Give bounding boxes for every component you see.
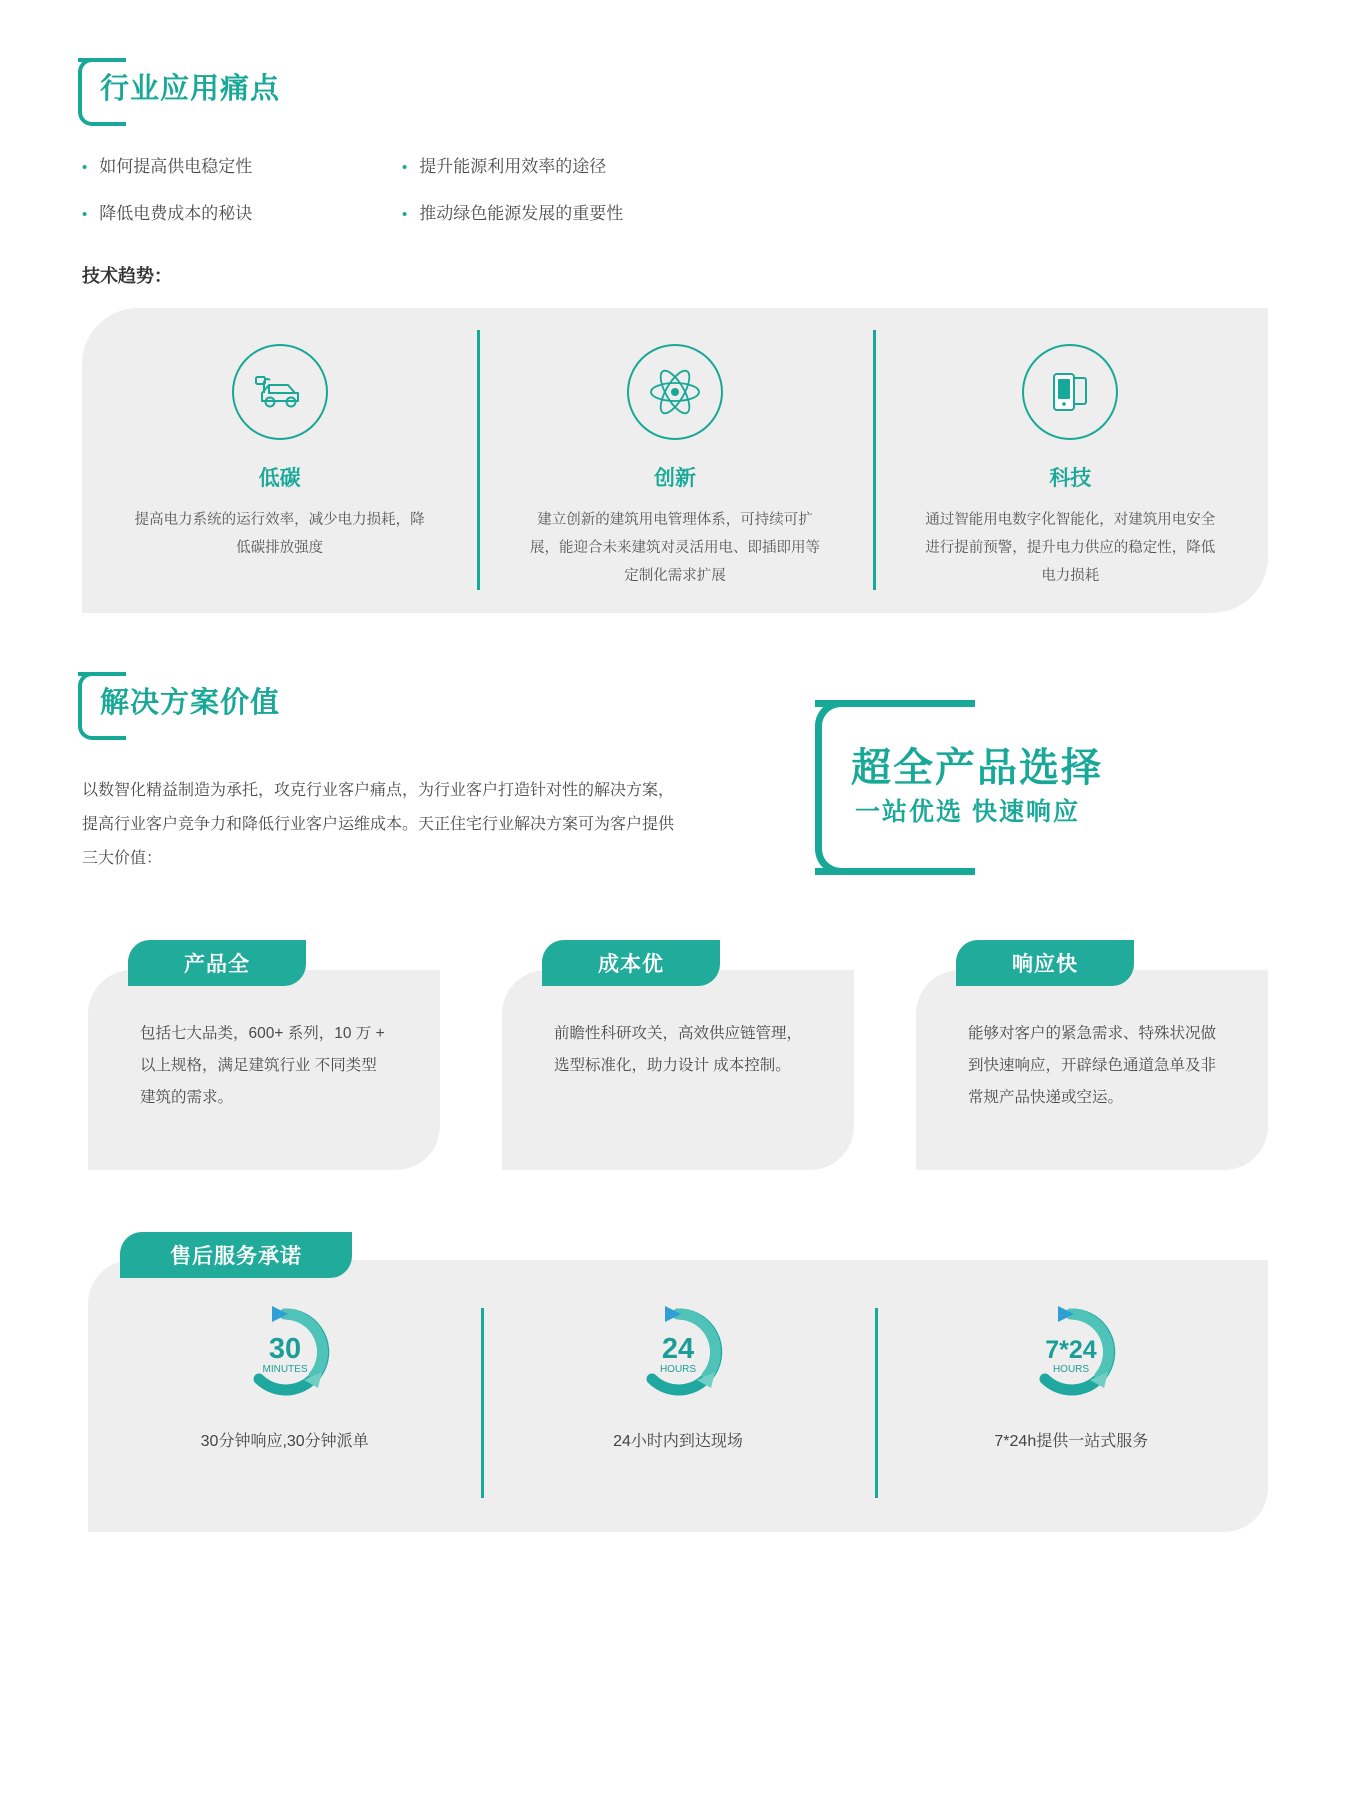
value-card-product <box>88 940 440 1170</box>
card-tab-label: 响应快 <box>956 940 1134 986</box>
badge-bracket-top-icon <box>815 700 945 707</box>
trend-title: 科技 <box>1049 467 1092 490</box>
bullet-dot-icon: • <box>82 206 88 223</box>
card-description: 能够对客户的紧急需求、特殊状况做到快速响应，开辟绿色通道急单及非常规产品快递或空运。 <box>968 1025 1217 1106</box>
svg-text:HOURS: HOURS <box>1053 1364 1090 1375</box>
svg-text:30: 30 <box>268 1333 301 1365</box>
svg-text:MINUTES: MINUTES <box>262 1364 308 1375</box>
bracket-decoration-icon <box>78 58 122 118</box>
value-card-response <box>916 940 1268 1170</box>
solution-section-heading <box>78 672 280 732</box>
list-item <box>82 152 402 177</box>
service-column-30min <box>88 1300 481 1532</box>
service-description: 7*24h提供一站式服务 <box>994 1433 1149 1450</box>
bracket-decoration-icon <box>78 672 122 732</box>
section-title: 解决方案价值 <box>100 686 281 719</box>
svg-text:7*24: 7*24 <box>1045 1336 1098 1364</box>
ring-30-minutes-icon <box>88 1300 481 1404</box>
after-sale-service-panel <box>88 1232 1268 1532</box>
mobile-devices-icon <box>1022 344 1118 440</box>
list-item <box>82 199 402 224</box>
list-item-label: 降低电费成本的秘诀 <box>99 204 253 223</box>
service-column-24h <box>481 1300 874 1532</box>
list-item <box>402 152 842 177</box>
card-tab-label: 产品全 <box>128 940 306 986</box>
product-selection-badge <box>815 700 1160 875</box>
trend-description: 建立创新的建筑用电管理体系，可持续可扩展，能迎合未来建筑对灵活用电、即插即用等定制化需求扩展 <box>529 512 820 584</box>
trend-title: 低碳 <box>258 467 301 490</box>
trend-description: 通过智能用电数字化智能化，对建筑用电安全进行提前预警，提升电力供应的稳定性，降低电力损耗 <box>925 512 1216 584</box>
trend-column-technology <box>873 308 1268 613</box>
ring-24-hours-icon <box>481 1300 874 1404</box>
service-tab-label: 售后服务承诺 <box>120 1232 352 1278</box>
ev-charging-car-icon <box>232 344 328 440</box>
list-item-label: 提升能源利用效率的途径 <box>419 157 607 176</box>
solution-paragraph: 以数智化精益制造为承托，攻克行业客户痛点，为行业客户打造针对性的解决方案，提高行业客户竞争力和降低行业客户运维成本。天正住宅行业解决方案可为客户提供三大价值： <box>82 782 675 867</box>
trend-column-innovation <box>477 308 872 613</box>
badge-main-text: 超全产品选择 <box>851 746 1103 790</box>
bullet-dot-icon: • <box>82 159 88 176</box>
list-item <box>402 199 842 224</box>
bullet-dot-icon: • <box>402 206 408 223</box>
svg-text:24: 24 <box>661 1333 695 1365</box>
atom-icon <box>627 344 723 440</box>
trend-title: 创新 <box>653 467 696 490</box>
list-item-label: 如何提高供电稳定性 <box>99 157 253 176</box>
value-card-group <box>88 940 1268 1170</box>
service-description: 30分钟响应,30分钟派单 <box>200 1433 369 1450</box>
badge-bracket-bottom-icon <box>815 868 945 875</box>
list-item-label: 推动绿色能源发展的重要性 <box>419 204 624 223</box>
pain-section-heading <box>78 58 280 118</box>
value-card-cost <box>502 940 854 1170</box>
service-column-7x24 <box>875 1300 1268 1532</box>
card-description: 前瞻性科研攻关，高效供应链管理，选型标准化，助力设计 成本控制。 <box>554 1025 803 1074</box>
ring-7x24-hours-icon <box>875 1300 1268 1404</box>
bullet-dot-icon: • <box>402 159 408 176</box>
page-title: 行业应用痛点 <box>100 72 281 105</box>
trend-description: 提高电力系统的运行效率，减少电力损耗，降低碳排放强度 <box>134 512 425 556</box>
svg-text:HOURS: HOURS <box>659 1364 697 1375</box>
card-description: 包括七大品类，600+ 系列，10 万 + 以上规格，满足建筑行业 不同类型建筑的需求。 <box>140 1025 385 1106</box>
card-tab-label: 成本优 <box>542 940 720 986</box>
tech-trend-panel <box>82 308 1268 613</box>
pain-point-list <box>82 152 842 224</box>
trend-column-low-carbon <box>82 308 477 613</box>
badge-sub-text: 一站优选 快速响应 <box>855 798 1080 826</box>
service-description: 24小时内到达现场 <box>613 1433 743 1450</box>
tech-trend-label: 技术趋势： <box>82 266 172 286</box>
service-body <box>88 1260 1268 1532</box>
